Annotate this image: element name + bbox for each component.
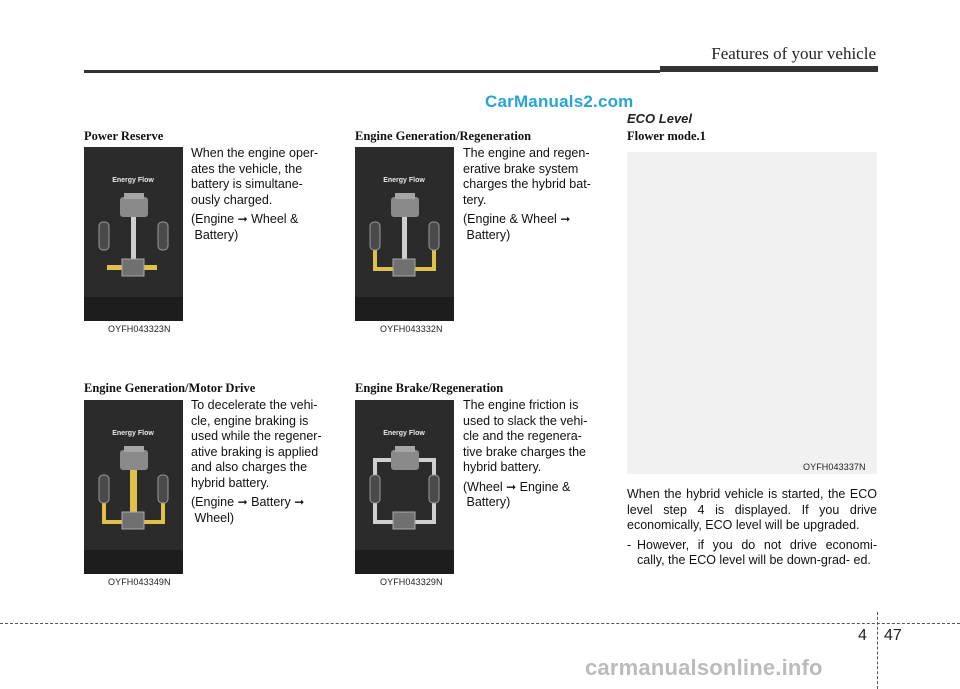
energy-flow-label: Energy Flow — [112, 177, 154, 184]
section-title-engine-brake-regeneration: Engine Brake/Regeneration — [355, 381, 504, 395]
body-line: The engine and regen- — [463, 146, 590, 160]
page-chapter: 4 — [858, 627, 867, 644]
flow-step: Battery) — [466, 495, 511, 509]
body-line: When the engine oper- — [191, 146, 319, 160]
arrow-right-icon: ➞ — [506, 479, 517, 494]
image-code: OYFH043323N — [108, 324, 171, 334]
flow-step: (Engine — [191, 212, 235, 226]
bullet-dash: - — [627, 537, 632, 552]
page-number: 47 — [884, 627, 902, 644]
section-title-engine-generation-regeneration: Engine Generation/Regeneration — [355, 129, 532, 143]
body-line: tery. — [463, 192, 487, 207]
eco-bullet — [627, 538, 877, 569]
section-body-engine-generation-motor-drive — [191, 398, 333, 526]
image-code: OYFH043332N — [380, 324, 443, 334]
body-line: erative brake system — [463, 161, 579, 176]
section-title-engine-generation-motor-drive: Engine Generation/Motor Drive — [84, 381, 256, 395]
eco-body — [627, 487, 877, 569]
body-line: To decelerate the vehi- — [191, 398, 318, 412]
flow-step: Battery) — [194, 227, 239, 242]
energy-flow-image-power-reserve — [84, 147, 183, 321]
arrow-right-icon: ➞ — [237, 212, 248, 226]
energy-flow-diagram — [84, 400, 183, 574]
image-code: OYFH043329N — [380, 577, 443, 587]
energy-flow-path — [191, 495, 333, 526]
flow-step: Wheel & — [251, 212, 299, 226]
header-rule — [84, 70, 660, 73]
body-line: The engine friction is — [463, 398, 579, 412]
flow-step: (Engine — [191, 495, 235, 509]
eco-level-title: ECO Level — [627, 111, 693, 126]
eco-bullet-text: However, if you do not drive economi- cally, the ECO level will be down-grad- ed. — [637, 537, 877, 567]
energy-flow-image-engine-brake-regeneration — [355, 400, 454, 574]
eco-subtitle: Flower mode.1 — [627, 129, 706, 143]
image-code: OYFH043349N — [108, 577, 171, 587]
body-line: ative braking is applied — [191, 444, 319, 459]
energy-flow-label: Energy Flow — [383, 177, 425, 184]
body-line: hybrid battery. — [191, 475, 270, 490]
energy-flow-label: Energy Flow — [383, 430, 425, 437]
arrow-right-icon: ➞ — [560, 212, 571, 226]
body-line: used to slack the vehi- — [463, 413, 588, 428]
energy-flow-path — [463, 480, 605, 511]
body-line: ously charged. — [191, 192, 273, 207]
body-line: charges the hybrid bat- — [463, 177, 591, 191]
energy-flow-diagram — [355, 147, 454, 321]
flow-step: (Engine & Wheel — [463, 212, 557, 226]
body-line: hybrid battery. — [463, 460, 542, 474]
body-line: battery is simultane- — [191, 177, 303, 191]
body-line: used while the regener- — [191, 429, 322, 443]
footer-watermark: carmanualsonline.info — [585, 655, 823, 680]
watermark: CarManuals2.com — [485, 92, 634, 111]
energy-flow-diagram — [355, 400, 454, 574]
flow-step: Battery — [251, 495, 291, 509]
header-rule-thick — [660, 66, 878, 72]
body-line: tive brake charges the — [463, 444, 586, 459]
energy-flow-image-engine-generation-regeneration — [355, 147, 454, 321]
footer-rule — [0, 623, 960, 624]
body-line: ates the vehicle, the — [191, 161, 303, 176]
section-body-power-reserve — [191, 146, 333, 243]
eco-paragraph: When the hybrid vehicle is started, the ECO level step 4 is displayed. If you drive economically, ECO level will be upgraded. — [627, 487, 877, 532]
energy-flow-path — [463, 212, 605, 243]
arrow-right-icon: ➞ — [237, 495, 248, 509]
footer-vertical-rule — [877, 612, 878, 689]
energy-flow-diagram — [84, 147, 183, 321]
flow-step: Engine & — [519, 479, 571, 494]
section-body-engine-generation-regeneration — [463, 146, 605, 243]
energy-flow-path — [191, 212, 333, 243]
section-title-power-reserve: Power Reserve — [84, 129, 164, 143]
flow-step: Wheel) — [194, 510, 235, 525]
header-title: Features of your vehicle — [711, 44, 876, 63]
image-code: OYFH043337N — [803, 462, 866, 472]
eco-level-image — [627, 152, 877, 474]
body-line: and also charges the — [191, 460, 308, 474]
flow-step: Battery) — [466, 227, 511, 242]
body-line: cle and the regenera- — [463, 429, 582, 443]
arrow-right-icon: ➞ — [294, 495, 305, 509]
energy-flow-label: Energy Flow — [112, 430, 154, 437]
energy-flow-image-engine-generation-motor-drive — [84, 400, 183, 574]
flow-step: (Wheel — [463, 479, 503, 494]
section-body-engine-brake-regeneration — [463, 398, 605, 511]
body-line: cle, engine braking is — [191, 413, 309, 428]
